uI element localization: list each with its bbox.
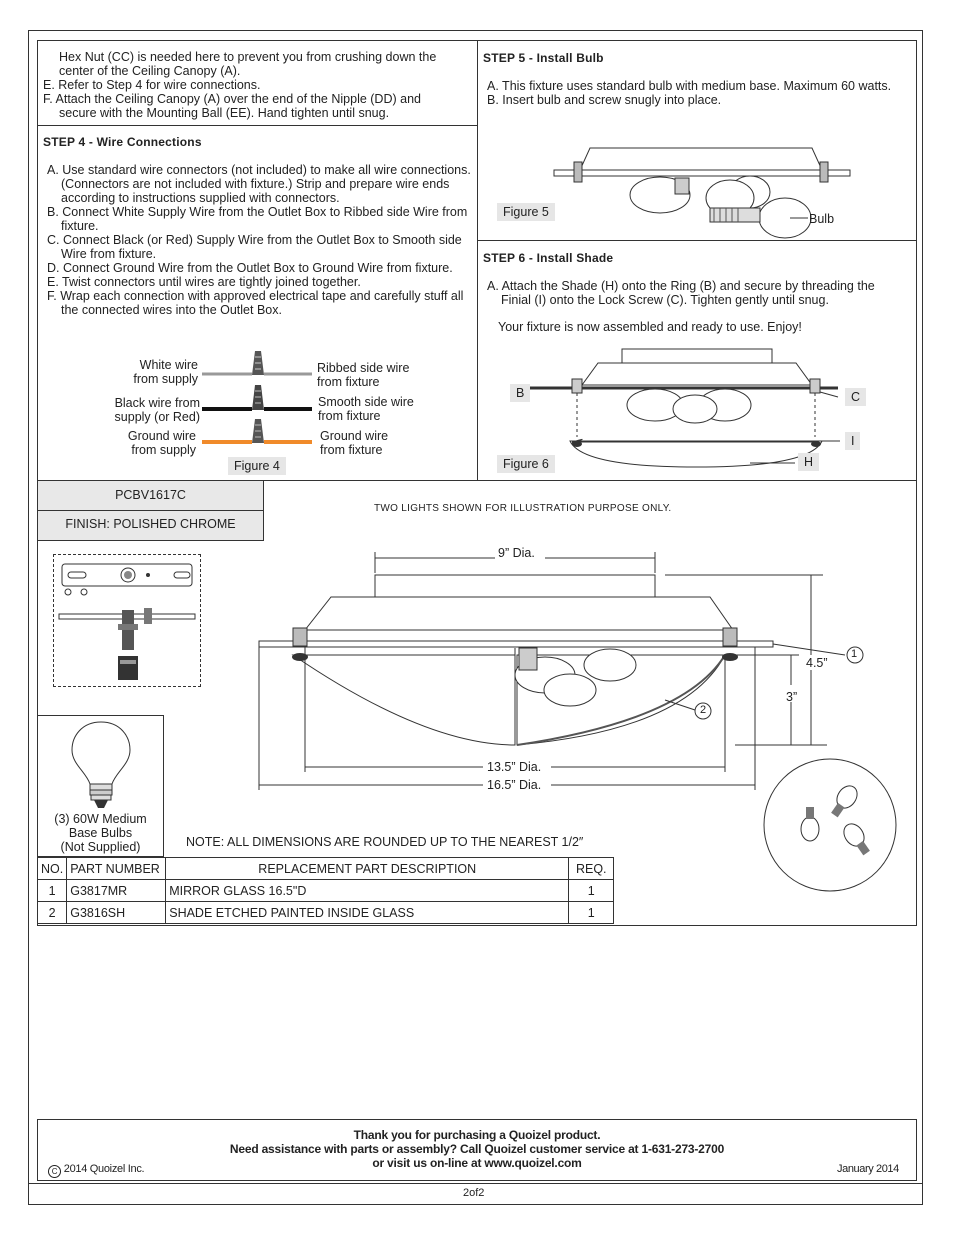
footer-line: or visit us on-line at www.quoizel.com <box>372 1156 582 1170</box>
label-line: Smooth side wire <box>318 395 414 409</box>
dim-mirror-diameter: 16.5” Dia. <box>487 778 542 792</box>
footer-line: Need assistance with parts or assembly? Call Quoizel customer service at 1-631-273-2700 <box>229 1142 725 1156</box>
footer-message <box>37 1128 917 1170</box>
illustration-note: TWO LIGHTS SHOWN FOR ILLUSTRATION PURPOSE ONLY. <box>374 503 672 514</box>
table-row <box>38 880 614 902</box>
label-line: Black wire from <box>114 396 200 410</box>
step4-item: D. Connect Ground Wire from the Outlet Box to Ground Wire from fixture. <box>47 261 453 275</box>
label-line: supply (or Red) <box>114 410 200 424</box>
copyright-icon: C <box>48 1165 61 1178</box>
wire-label-ground-fixture <box>320 429 388 457</box>
step3-line: center of the Ceiling Canopy (A). <box>59 64 241 78</box>
copyright <box>48 1163 144 1178</box>
table-row <box>38 902 614 924</box>
row-part-number: G3817MR <box>67 880 166 902</box>
model-number: PCBV1617C <box>115 488 186 502</box>
row-no: 1 <box>38 880 67 902</box>
row-description: MIRROR GLASS 16.5"D <box>166 880 569 902</box>
dim-overall-height: 4.5” <box>806 656 828 670</box>
row-no: 2 <box>38 902 67 924</box>
row-description: SHADE ETCHED PAINTED INSIDE GLASS <box>166 902 569 924</box>
dimension-note: NOTE: ALL DIMENSIONS ARE ROUNDED UP TO THE NEAREST 1/2″ <box>186 835 584 849</box>
black-wire <box>202 385 312 410</box>
figure4-label: Figure 4 <box>228 457 286 475</box>
dim-shade-height: 3” <box>786 690 798 704</box>
letter-c: C <box>845 388 866 406</box>
step5-list <box>483 79 908 107</box>
step6-title: STEP 6 - Install Shade <box>483 251 614 265</box>
finish-label: FINISH: POLISHED CHROME <box>65 517 236 531</box>
step5-item: A. This fixture uses standard bulb with medium base. Maximum 60 watts. <box>487 79 892 93</box>
document-date: January 2014 <box>837 1163 899 1175</box>
header-part-number: PART NUMBER <box>67 858 166 880</box>
label-line: from supply <box>133 372 198 386</box>
page-number: 2of2 <box>463 1187 485 1199</box>
header-description: REPLACEMENT PART DESCRIPTION <box>166 858 569 880</box>
step3-line: secure with the Mounting Ball (EE). Hand tighten until snug. <box>59 106 390 120</box>
step4-item: F. Wrap each connection with approved electrical tape and carefully stuff all the connected wires into the Outlet Box. <box>47 289 464 317</box>
label-line: from supply <box>131 443 196 457</box>
copyright-text: 2014 Quoizel Inc. <box>63 1163 145 1175</box>
wire-label-ribbed-fixture <box>317 361 409 389</box>
header-no: NO. <box>38 858 67 880</box>
step6-item: A. Attach the Shade (H) onto the Ring (B) and secure by threading the Finial (I) onto the Lock Screw (C). Tighten gently until snug. <box>487 279 875 307</box>
step3-line: Hex Nut (CC) is needed here to prevent you from crushing down the <box>59 50 437 64</box>
dim-shade-diameter: 13.5” Dia. <box>487 760 542 774</box>
callout-1-label: 1 <box>851 648 858 660</box>
bulb-spec-line: (Not Supplied) <box>60 840 141 854</box>
letter-h: H <box>798 453 819 471</box>
figure5-label: Figure 5 <box>497 203 555 221</box>
header-req: REQ. <box>569 858 614 880</box>
step4-item: C. Connect Black (or Red) Supply Wire from the Outlet Box to Smooth side Wire from fixture. <box>47 233 462 261</box>
parts-table <box>37 857 614 924</box>
row-req: 1 <box>569 880 614 902</box>
divider-vertical <box>477 40 478 481</box>
shade-install-illustration <box>520 345 850 470</box>
callout-2-label: 2 <box>700 704 707 716</box>
label-line: from fixture <box>320 443 383 457</box>
divider-step6 <box>477 240 917 241</box>
step3-line: E. Refer to Step 4 for wire connections. <box>43 78 261 92</box>
step6-closing: Your fixture is now assembled and ready to use. Enjoy! <box>498 320 802 334</box>
divider-step4 <box>37 125 478 126</box>
figure6-label: Figure 6 <box>497 455 555 473</box>
fixture-body <box>259 575 773 745</box>
label-line: from fixture <box>318 409 381 423</box>
bulb-spec-text <box>37 812 164 854</box>
label-line: White wire <box>139 358 198 372</box>
table-header-row <box>38 858 614 880</box>
step4-item: E. Twist connectors until wires are tightly joined together. <box>47 275 361 289</box>
label-line: Ground wire <box>127 429 196 443</box>
ground-wire <box>202 419 312 443</box>
bulb-spec-line: (3) 60W Medium <box>54 812 147 826</box>
step5-item: B. Insert bulb and screw snugly into place. <box>487 93 722 107</box>
step4-title: STEP 4 - Wire Connections <box>43 135 202 149</box>
wire-label-smooth-fixture <box>318 395 414 423</box>
page-footer-divider <box>28 1183 923 1184</box>
wire-label-black-supply <box>90 396 200 424</box>
bulb-callout-label: Bulb <box>809 212 835 226</box>
step4-list <box>43 163 471 317</box>
label-line: from fixture <box>317 375 380 389</box>
step6-list <box>483 279 908 334</box>
letter-b: B <box>510 384 530 402</box>
step3-continuation <box>43 50 473 120</box>
step3-line: F. Attach the Ceiling Canopy (A) over the end of the Nipple (DD) and <box>43 92 421 106</box>
bulb-spec-line: Base Bulbs <box>68 826 133 840</box>
letter-i: I <box>845 432 860 450</box>
row-req: 1 <box>569 902 614 924</box>
step4-item: B. Connect White Supply Wire from the Outlet Box to Ribbed side Wire from fixture. <box>47 205 468 233</box>
row-part-number: G3816SH <box>67 902 166 924</box>
hardware-pack-illustration <box>56 558 198 683</box>
footer-line: Thank you for purchasing a Quoizel product. <box>353 1128 601 1142</box>
wire-label-white-supply <box>108 358 198 386</box>
label-line: Ribbed side wire <box>317 361 410 375</box>
wire-label-ground-supply <box>100 429 196 457</box>
dim-canopy-diameter: 9” Dia. <box>498 546 535 560</box>
wire-connection-illustration <box>200 345 320 450</box>
step5-title: STEP 5 - Install Bulb <box>483 51 604 65</box>
label-line: Ground wire <box>320 429 389 443</box>
white-wire <box>202 351 312 375</box>
bulb-detail-circle <box>762 757 898 893</box>
bulb-icon <box>70 720 132 810</box>
step4-item: A. Use standard wire connectors (not included) to make all wire connections. (Connectors are not included with fixture.) Strip and prepare wire ends according to instructions supplied with connectors. <box>47 163 471 205</box>
